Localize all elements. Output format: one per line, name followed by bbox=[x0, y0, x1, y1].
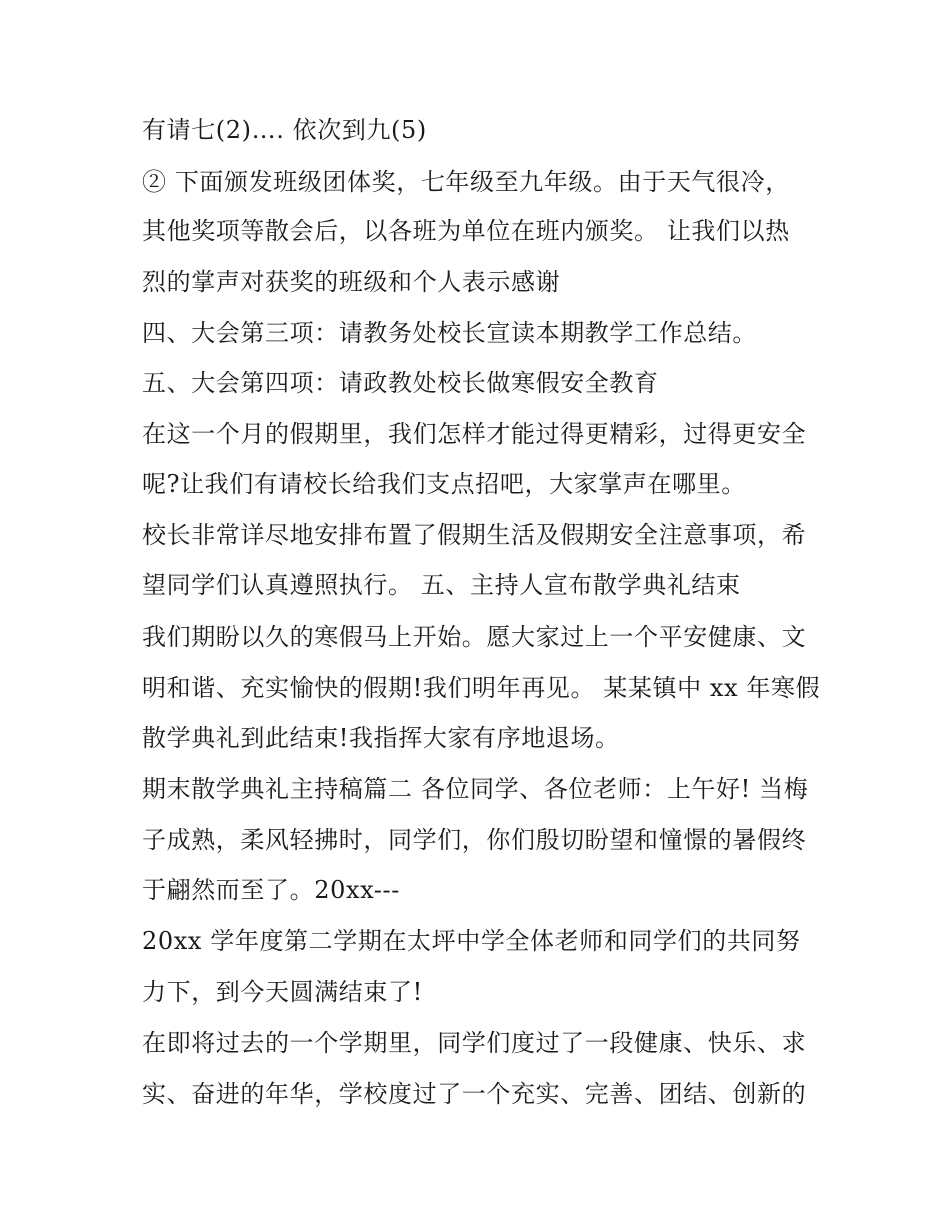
text-line: 期末散学典礼主持稿篇二 各位同学、各位老师：上午好! 当梅 bbox=[142, 775, 809, 803]
text-line: 我们期盼以久的寒假马上开始。愿大家过上一个平安健康、文 bbox=[142, 623, 807, 651]
text-line: 散学典礼到此结束!我指挥大家有序地退场。 bbox=[142, 724, 620, 752]
text-line: 在即将过去的一个学期里，同学们度过了一段健康、快乐、求 bbox=[142, 1029, 807, 1057]
text-line: 实、奋进的年华，学校度过了一个充实、完善、团结、创新的 bbox=[142, 1080, 807, 1108]
text-line: 有请七(2)…. 依次到九(5) bbox=[142, 116, 427, 144]
text-line: 烈的掌声对获奖的班级和个人表示感谢 bbox=[142, 268, 561, 296]
text-line: 力下，到今天圆满结束了! bbox=[142, 978, 423, 1006]
text-line: 呢?让我们有请校长给我们支点招吧，大家掌声在哪里。 bbox=[142, 470, 746, 498]
text-line: 20xx 学年度第二学期在太坪中学全体老师和同学们的共同努 bbox=[142, 927, 801, 955]
text-line: 望同学们认真遵照执行。 五、主持人宣布散学典礼结束 bbox=[142, 571, 741, 599]
text-line: 四、大会第三项：请教务处校长宣读本期教学工作总结。 bbox=[142, 319, 757, 347]
text-line: ② 下面颁发班级团体奖，七年级至九年级。由于天气很冷， bbox=[142, 168, 790, 196]
text-line: 校长非常详尽地安排布置了假期生活及假期安全注意事项，希 bbox=[142, 521, 807, 549]
text-line: 明和谐、充实愉快的假期!我们明年再见。 某某镇中 xx 年寒假 bbox=[142, 674, 821, 702]
text-line: 子成熟，柔风轻拂时，同学们，你们殷切盼望和憧憬的暑假终 bbox=[142, 826, 807, 854]
text-line: 其他奖项等散会后，以各班为单位在班内颁奖。 让我们以热 bbox=[142, 217, 790, 245]
text-line: 五、大会第四项：请政教处校长做寒假安全教育 bbox=[142, 369, 659, 397]
text-line: 于翩然而至了。20xx--- bbox=[142, 876, 400, 904]
text-line: 在这一个月的假期里，我们怎样才能过得更精彩，过得更安全 bbox=[142, 420, 807, 448]
